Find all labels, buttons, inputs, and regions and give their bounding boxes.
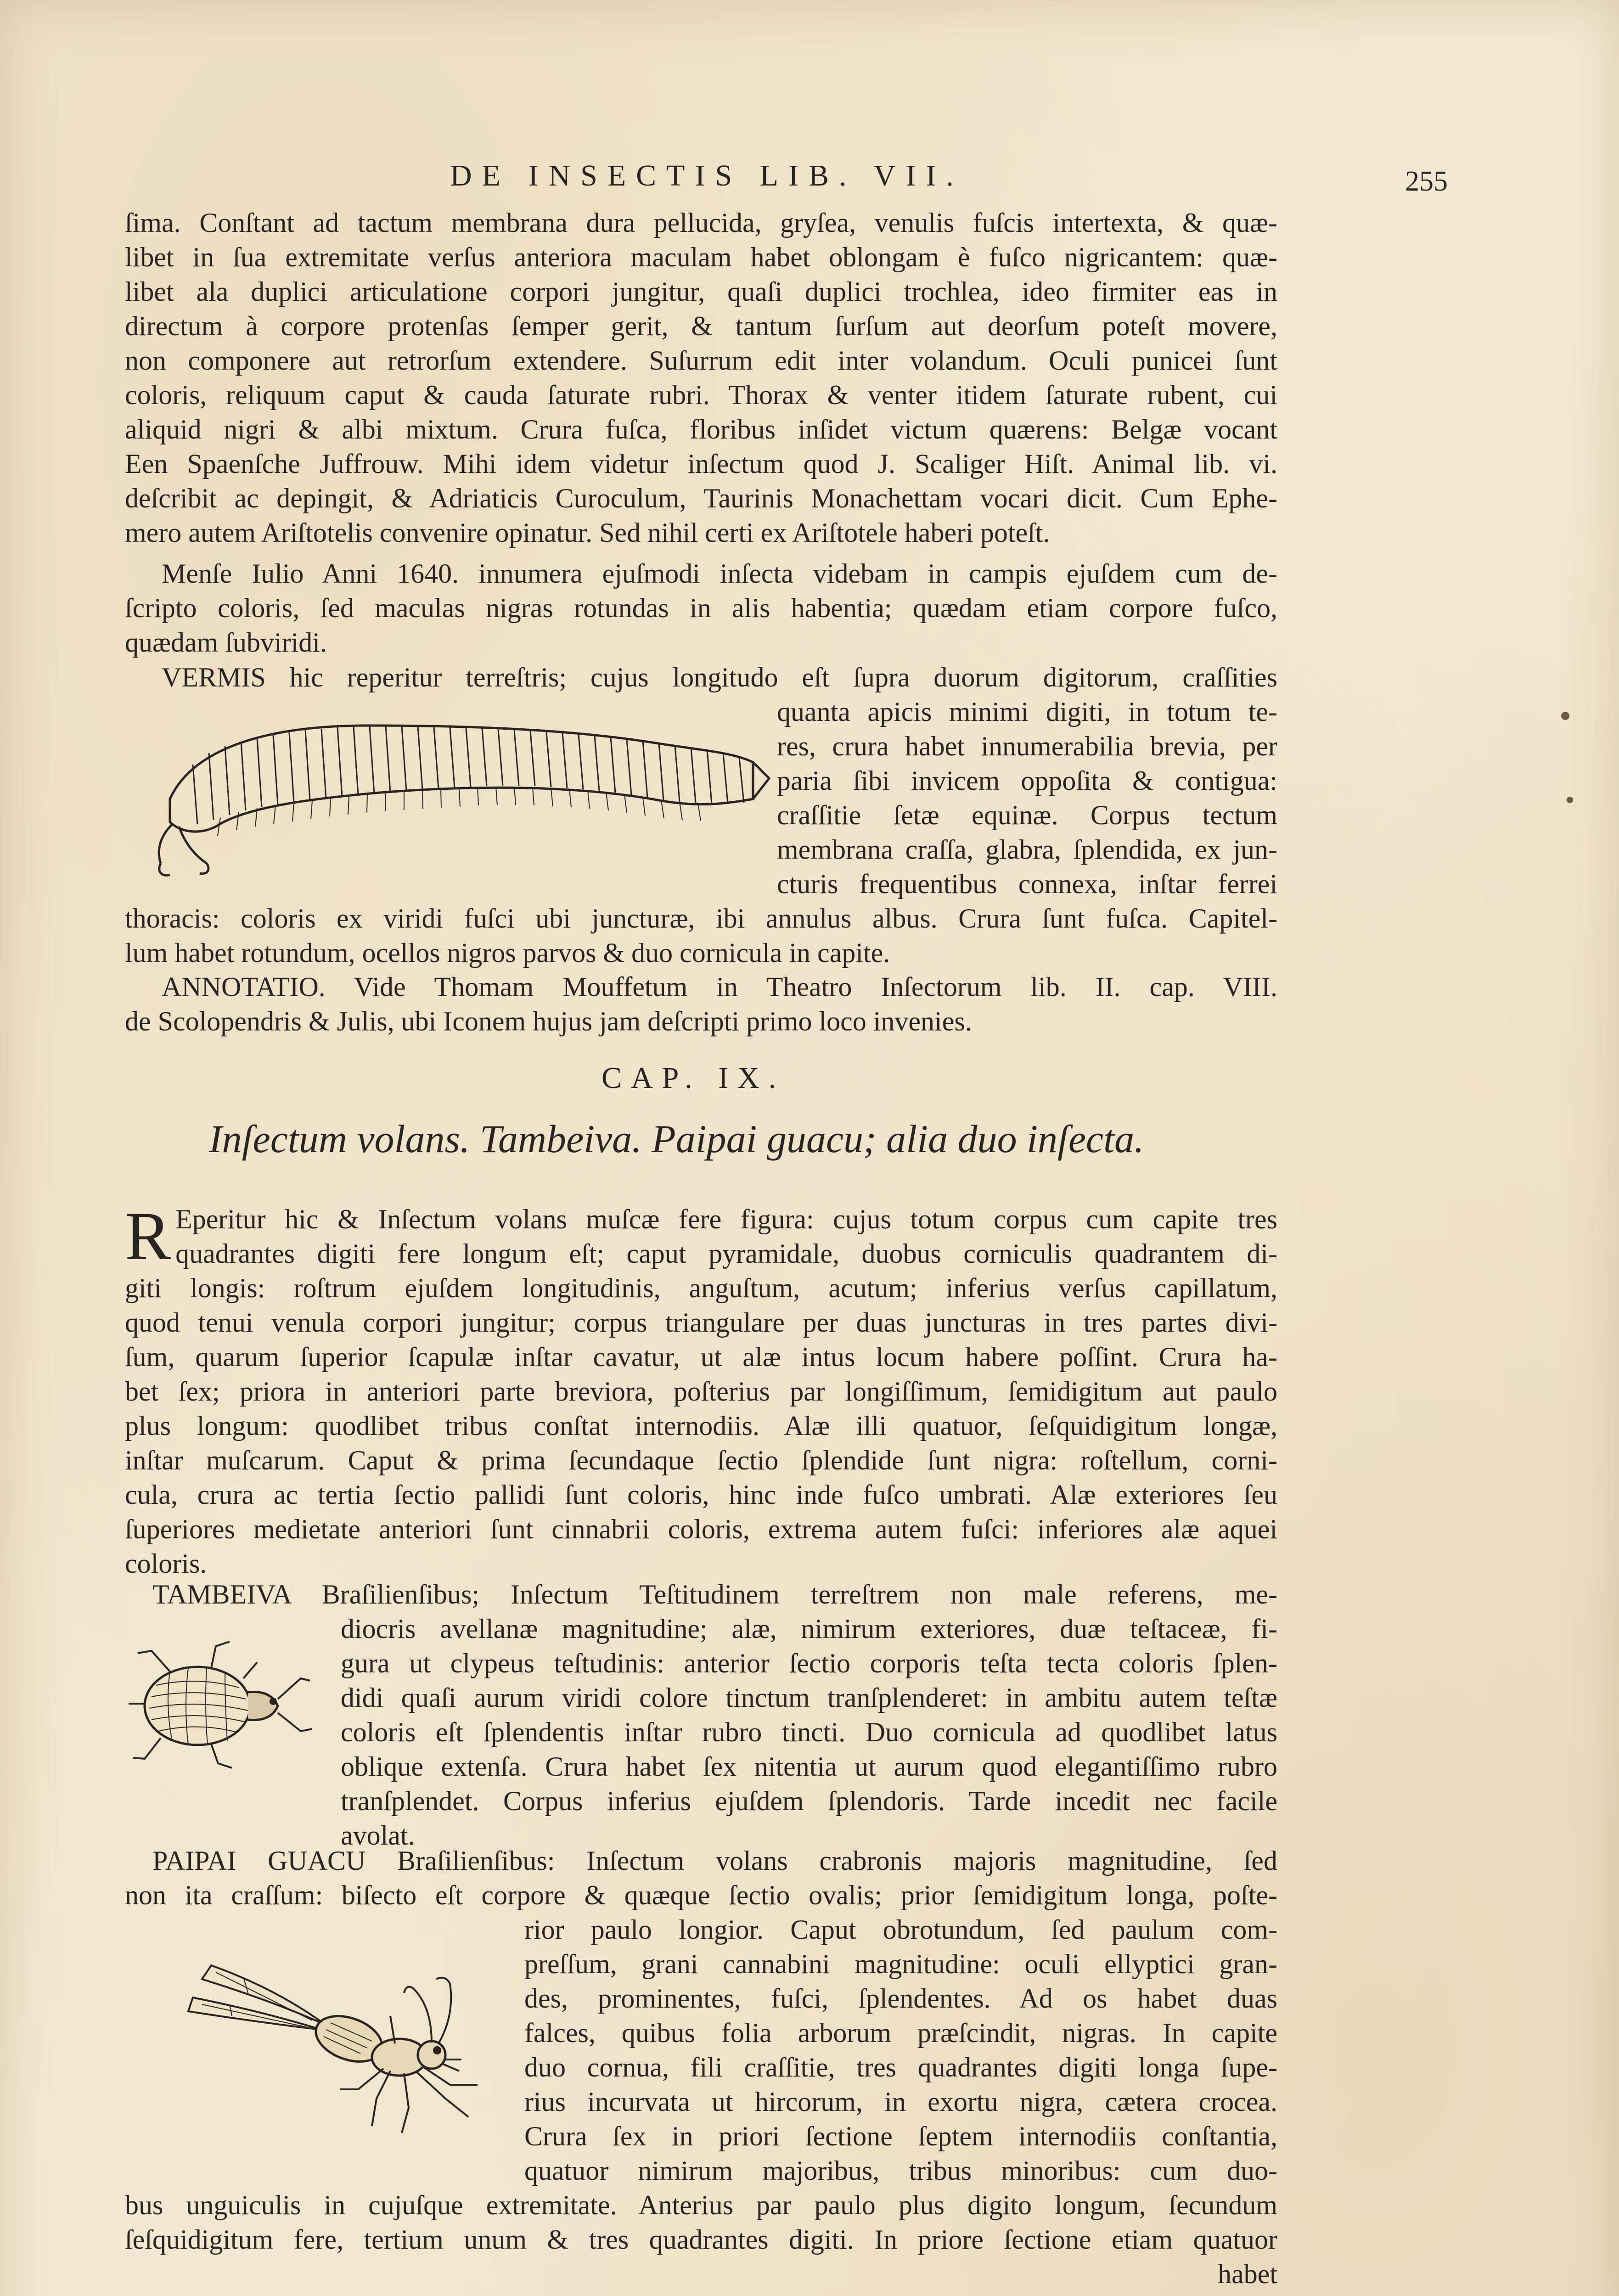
text-line: Crura ſex in priori ſectione ſeptem internodiis conſtantia,	[524, 2121, 1277, 2151]
text-line: thoracis: coloris ex viridi fuſci ubi juncturæ, ibi annulus albus. Crura ſunt fuſca. Capitel-	[125, 903, 1277, 934]
worm-illustration	[129, 693, 776, 886]
text-line: non componere aut retrorſum extendere. Suſurrum edit inter volandum. Oculi punicei ſunt	[125, 345, 1277, 376]
text-line: duo cornua, fili craſſitie, tres quadrantes digiti longa ſupe-	[524, 2052, 1277, 2082]
ink-spot	[1567, 797, 1573, 803]
page-number: 255	[1405, 166, 1448, 197]
text-line: giti longis: roſtrum ejuſdem longitudinis, anguſtum, acutum; inferius verſus capillatum,	[125, 1273, 1277, 1303]
text-line: preſſum, grani cannabini magnitudine: oculi ellyptici gran-	[524, 1949, 1277, 1979]
text-line: cula, crura ac tertia ſectio pallidi ſunt coloris, hinc inde fuſco umbrati. Alæ exteriores ſeu	[125, 1480, 1277, 1510]
text-line: Menſe Iulio Anni 1640. innumera ejuſmodi inſecta videbam in campis ejuſdem cum de-	[162, 558, 1277, 589]
text-line: TAMBEIVA Braſilienſibus; Inſectum Teſtitudinem terreſtrem non male referens, me-	[152, 1579, 1277, 1609]
text-line: coloris.	[125, 1548, 207, 1579]
text-line: lum habet rotundum, ocellos nigros parvos & duo cornicula in capite.	[125, 938, 890, 968]
chapter-title: Inſectum volans. Tambeiva. Paipai guacu; alia duo inſecta.	[209, 1117, 1144, 1161]
text-line: libet ala duplici articulatione corpori jungitur, quaſi duplici trochlea, ideo firmiter eas in	[125, 276, 1277, 307]
ink-spot	[1561, 712, 1569, 720]
text-line: Eperitur hic & Inſectum volans muſcæ fere figura: cujus totum corpus cum capite tres	[175, 1204, 1277, 1234]
text-line: deſcribit ac depingit, & Adriaticis Curoculum, Taurinis Monachettam vocari dicit. Cum Ephe-	[125, 483, 1277, 513]
text-line: ſum, quarum ſuperior ſcapulæ inſtar cavatur, ut alæ intus locum habere poſſint. Crura ha-	[125, 1342, 1277, 1372]
wasp-illustration	[174, 1933, 505, 2135]
text-line: diocris avellanæ magnitudine; alæ, nimirum exteriores, duæ teſtaceæ, fi-	[341, 1614, 1277, 1644]
beetle-illustration	[119, 1635, 321, 1773]
chapter-number: CAP. IX.	[602, 1061, 786, 1095]
text-line: de Scolopendris & Julis, ubi Iconem hujus jam deſcripti primo loco invenies.	[125, 1006, 972, 1036]
annotation	[125, 970, 1277, 1039]
text-line: quadrantes digiti fere longum eſt; caput pyramidale, duobus corniculis quadrantem di-	[175, 1238, 1277, 1269]
text-line: des, prominentes, fuſci, ſplendentes. Ad os habet duas	[524, 1983, 1277, 2014]
text-line: oblique extenſa. Crura habet ſex nitentia ut aurum quod elegantiſſimo rubro	[341, 1751, 1277, 1782]
text-line: PAIPAI GUACU Braſilienſibus: Inſectum volans crabronis majoris magnitudine, ſed	[152, 1846, 1277, 1876]
text-line: avolat.	[341, 1820, 415, 1851]
text-line: ſuperiores medietate anteriori ſunt cinnabrii coloris, extrema autem fuſci: inferiores alæ aquei	[125, 1514, 1277, 1544]
drop-capital: R	[125, 1198, 171, 1274]
text-line: bet ſex; priora in anteriori parte breviora, poſterius par longiſſimum, ſemidigitum aut paulo	[125, 1376, 1277, 1407]
text-line: paria ſibi invicem oppoſita & contigua:	[777, 765, 1277, 796]
text-line: quod tenui venula corpori jungitur; corpus triangulare per duas juncturas in tres partes divi-	[125, 1307, 1277, 1338]
text-line: didi quaſi aurum viridi colore tinctum tranſplenderet: in ambitu autem teſtæ	[341, 1683, 1277, 1713]
text-line: directum à corpore protenſas ſemper gerit, & tantum ſurſum aut deorſum poteſt movere,	[125, 311, 1277, 341]
text-line: quanta apicis minimi digiti, in totum te-	[777, 697, 1277, 727]
text-line: VERMIS hic reperitur terreſtris; cujus longitudo eſt ſupra duorum digitorum, craſſities	[162, 662, 1277, 692]
text-line: tranſplendet. Corpus inferius ejuſdem ſplendoris. Tarde incedit nec facile	[341, 1786, 1277, 1816]
text-line: Een Spaenſche Juffrouw. Mihi idem videtur inſectum quod J. Scaliger Hiſt. Animal lib. vi.	[125, 449, 1277, 479]
text-line: ANNOTATIO. Vide Thomam Mouffetum in Theatro Inſectorum lib. II. cap. VIII.	[162, 972, 1277, 1002]
text-line: res, crura habet innumerabilia brevia, per	[777, 731, 1277, 761]
text-line: inſtar muſcarum. Caput & prima ſecundaque ſectio ſplendide ſunt nigra: roſtellum, corni-	[125, 1445, 1277, 1475]
text-line: craſſitie ſetæ equinæ. Corpus tectum	[777, 800, 1277, 830]
catchword: habet	[1218, 2259, 1277, 2289]
text-line: coloris, reliquum caput & cauda ſaturate rubri. Thorax & venter itidem ſaturate rubent, cui	[125, 380, 1277, 410]
text-line: coloris eſt ſplendentis inſtar rubro tincti. Duo cornicula ad quodlibet latus	[341, 1717, 1277, 1747]
text-line: gura ut clypeus teſtudinis: anterior ſectio corporis teſta tecta coloris ſplen-	[341, 1648, 1277, 1678]
text-line: plus longum: quodlibet tribus conſtat internodiis. Alæ illi quatuor, ſeſquidigitum longæ,	[125, 1411, 1277, 1441]
paragraph-5	[125, 1198, 1277, 1581]
text-line: rior paulo longior. Caput obrotundum, ſed paulum com-	[524, 1914, 1277, 1945]
text-line: rius incurvata ut hircorum, in exortu nigra, cætera crocea.	[524, 2087, 1277, 2117]
text-line: falces, quibus folia arborum præſcindit, nigras. In capite	[524, 2018, 1277, 2048]
paragraph-2	[125, 557, 1277, 660]
text-line: membrana craſſa, glabra, ſplendida, ex jun-	[777, 834, 1277, 865]
running-head: DE INSECTIS LIB. VII.	[450, 159, 964, 192]
text-line: quædam ſubviridi.	[125, 627, 327, 658]
text-line: libet in ſua extremitate verſus anteriora maculam habet oblongam è fuſco nigricantem: quæ-	[125, 242, 1277, 272]
text-line: ſima. Conſtant ad tactum membrana dura pellucida, gryſea, venulis fuſcis intertexta, & quæ-	[125, 208, 1277, 238]
text-line: ſcripto coloris, ſed maculas nigras rotundas in alis habentia; quædam etiam corpore fuſco,	[125, 593, 1277, 623]
text-line: bus unguiculis in cujuſque extremitate. Anterius par paulo plus digito longum, ſecundum	[125, 2190, 1277, 2220]
text-line: ſeſquidigitum fere, tertium unum & tres quadrantes digiti. In priore ſectione etiam quatuor	[125, 2224, 1277, 2255]
text-line: aliquid nigri & albi mixtum. Crura fuſca, floribus inſidet victum quærens: Belgæ vocant	[125, 414, 1277, 445]
text-line: non ita craſſum: biſecto eſt corpore & quæque ſectio ovalis; prior ſemidigitum longa, poſte-	[125, 1880, 1277, 1910]
text-line: quatuor nimirum majoribus, tribus minoribus: cum duo-	[524, 2155, 1277, 2186]
text-line: cturis frequentibus connexa, inſtar ferrei	[777, 869, 1277, 899]
text-line: mero autem Ariſtotelis convenire opinatur. Sed nihil certi ex Ariſtotele haberi poteſt.	[125, 518, 1050, 548]
paragraph-1	[125, 206, 1277, 550]
